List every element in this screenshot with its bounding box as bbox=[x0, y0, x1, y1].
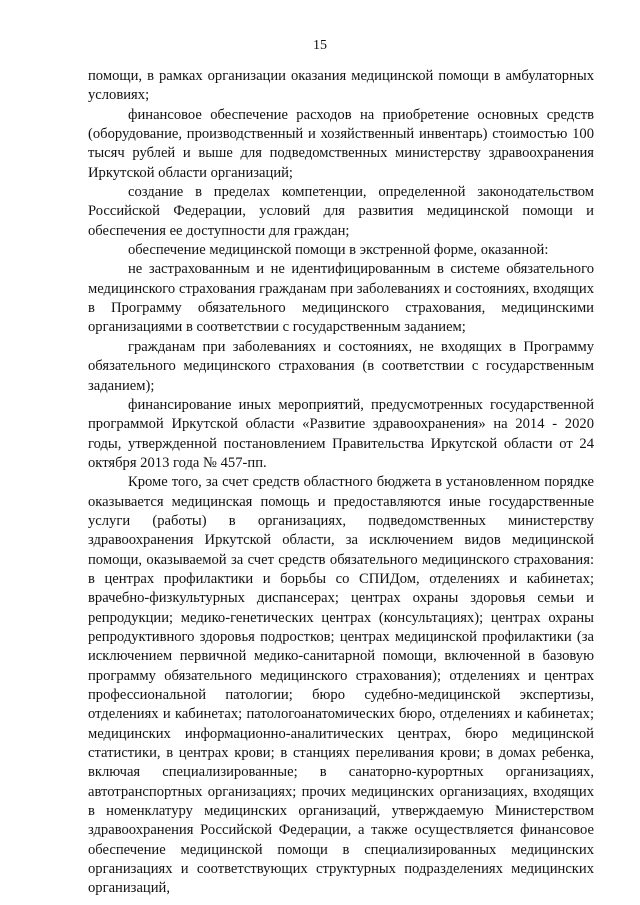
paragraph: гражданам при заболеваниях и состояниях, не входящих в Программу обязательного медицинского страхования (в соответствии с государственным заданием); bbox=[88, 338, 594, 394]
paragraph: Кроме того, за счет средств областного бюджета в установленном порядке оказывается медицинская помощь и предоставляются иные государственные услуги (работы) в организациях, подведомственных министерству здравоохранения Иркутской области, за исключением видов медицинской помощи, оказываемой за счет средств обязательного медицинского страхования: в центрах профилактики и борьбы со СПИДом, отделениях и кабинетах; врачебно-физкультурных диспансерах; центрах охраны здоровья семьи и репродукции; медико-генетических центрах (консультациях); центрах охраны репродуктивного здоровья подростков; центрах медицинской профилактики (за исключением первичной медико-санитарной помощи, включенной в базовую программу обязательного медицинского страхования); отделениях и центрах профессиональной патологии; бюро судебно-медицинской экспертизы, отделениях и кабинетах; патологоанатомических бюро, отделениях и кабинетах; медицинских информационно-аналитических центрах, бюро медицинской статистики, в центрах крови; в станциях переливания крови; в домах ребенка, включая специализированные; в санаторно-курортных организациях, автотранспортных организациях; прочих медицинских организациях, входящих в номенклатуру медицинских организаций, утверждаемую Министерством здравоохранения Российской Федерации, а также осуществляется финансовое обеспечение медицинской помощи в специализированных медицинских организациях и соответствующих структурных подразделениях медицинских организаций, bbox=[88, 474, 594, 897]
paragraph: финансирование иных мероприятий, предусмотренных государственной программой Иркутской области «Развитие здравоохранения» на 2014 - 2020 годы, утвержденной постановлением Правительства Иркутской области от 24 октября 2013 года № 457-пп. bbox=[88, 396, 594, 471]
paragraph: не застрахованным и не идентифицированным в системе обязательного медицинского страхования гражданам при заболеваниях и состояниях, входящих в Программу обязательного медицинского страхования, медицинскими организациями в соответствии с государственным заданием; bbox=[88, 261, 594, 336]
paragraph: создание в пределах компетенции, определенной законодательством Российской Федерации, условий для развития медицинской помощи и обеспечения ее доступности для граждан; bbox=[88, 184, 594, 239]
document-body bbox=[88, 67, 594, 899]
paragraph: финансовое обеспечение расходов на приобретение основных средств (оборудование, производственный и хозяйственный инвентарь) стоимостью 100 тысяч рублей и выше для подведомственных министерству здравоохранения Иркутской области организаций; bbox=[88, 106, 594, 181]
paragraph: помощи, в рамках организации оказания медицинской помощи в амбулаторных условиях; bbox=[88, 68, 594, 104]
paragraph: обеспечение медицинской помощи в экстренной форме, оказанной: bbox=[128, 242, 549, 259]
page-number: 15 bbox=[313, 38, 327, 53]
